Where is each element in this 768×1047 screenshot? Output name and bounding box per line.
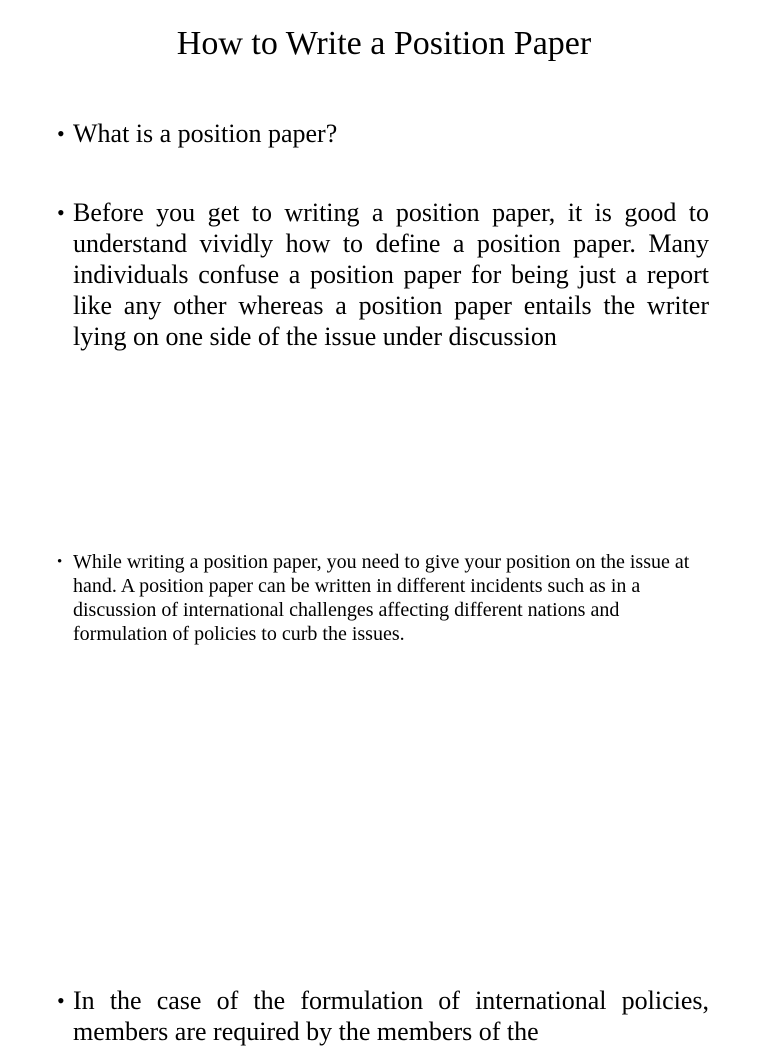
bullet-text: In the case of the formulation of international policies, members are required by the members of the <box>73 986 709 1046</box>
bullet-text: What is a position paper? <box>73 119 338 148</box>
bullet-item-writing-position <box>57 550 709 646</box>
bullet-item-definition <box>57 197 709 352</box>
bullet-icon: • <box>57 554 63 570</box>
bullet-icon: • <box>57 121 65 146</box>
bullet-icon: • <box>57 200 65 225</box>
bullet-text: Before you get to writing a position paper, it is good to understand vividly how to define a position paper. Many individuals confuse a position paper for being just a report like any other whereas a position paper entails the writer lying on one side of the issue under discussion <box>73 198 709 351</box>
page-title: How to Write a Position Paper <box>176 25 592 62</box>
bullet-text: While writing a position paper, you need to give your position on the issue at hand. A position paper can be written in different incidents such as in a discussion of international challenges affecting different nations and formulation of policies to curb the issues. <box>73 551 690 645</box>
bullet-icon: • <box>57 988 65 1013</box>
bullet-item-question <box>57 118 709 149</box>
bullet-item-international-policies <box>57 985 709 1047</box>
